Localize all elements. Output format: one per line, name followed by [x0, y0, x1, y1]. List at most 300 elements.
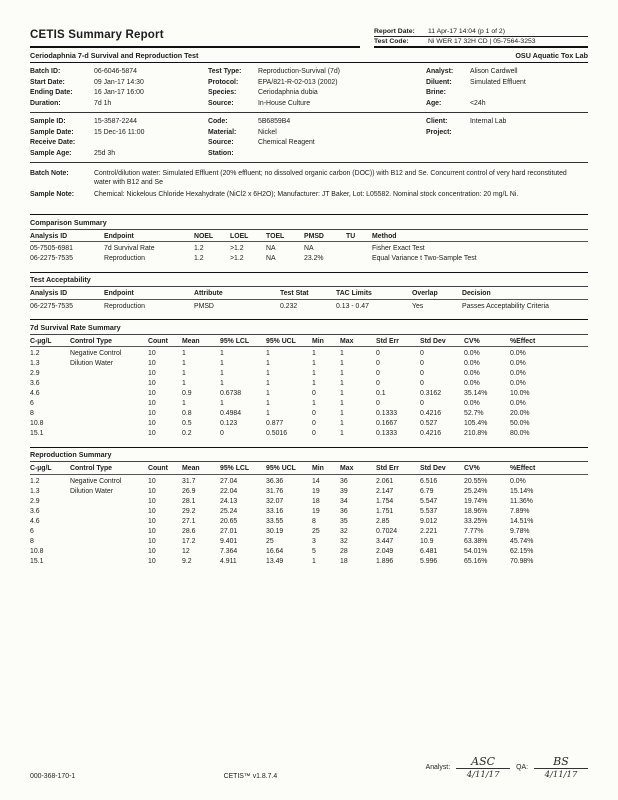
column-header: Min — [312, 463, 340, 474]
field-value — [94, 138, 208, 149]
table-cell: 0.6738 — [220, 390, 242, 397]
section-test-acceptability — [30, 272, 588, 288]
table-cell: 10 — [148, 487, 156, 495]
table-cell — [70, 536, 148, 546]
table-cell: 10 — [148, 547, 156, 555]
table-cell: >1.2 — [230, 255, 244, 262]
table-cell: Reproduction — [104, 255, 145, 262]
table-header-row — [30, 336, 588, 347]
table-cell — [70, 419, 148, 429]
table-cell: 29.2 — [182, 507, 196, 515]
table-row — [30, 496, 588, 506]
table-cell: 28 — [340, 547, 348, 555]
field-row — [208, 88, 426, 99]
table-cell: 1 — [220, 400, 224, 407]
column-header: 95% UCL — [266, 463, 312, 474]
test-acceptability-title: Test Acceptability — [30, 275, 91, 284]
title-wrap — [30, 26, 360, 48]
table-cell: 0.1333 — [376, 430, 398, 437]
analyst-date: 4/11/17 — [466, 770, 500, 780]
table-cell: 0 — [420, 380, 424, 387]
report-date-label: Report Date: — [374, 27, 415, 35]
field-label: Duration: — [30, 99, 61, 107]
column-header: C-µg/L — [30, 463, 70, 474]
table-cell: 10 — [148, 477, 156, 485]
table-cell: 6.481 — [420, 547, 438, 555]
table-row — [30, 536, 588, 546]
table-cell: 35 — [340, 517, 348, 525]
table-cell: NA — [266, 245, 276, 252]
reproduction-summary-table — [30, 463, 588, 566]
sample-info-col-client — [426, 117, 588, 159]
table-cell: 3.6 — [30, 507, 40, 515]
table-cell: 1 — [340, 360, 344, 367]
table-cell: 7d Survival Rate — [104, 245, 155, 252]
table-cell: 0.0% — [464, 360, 480, 367]
table-cell: 35.14% — [464, 390, 488, 397]
table-cell: 1 — [312, 380, 316, 387]
field-value: Ceriodaphnia dubia — [258, 89, 318, 96]
field-value: <24h — [470, 99, 486, 107]
field-row — [426, 78, 588, 89]
table-cell: 26.9 — [182, 487, 196, 495]
field-row — [30, 99, 208, 110]
table-cell: 45.74% — [510, 537, 534, 545]
table-cell: 0 — [376, 400, 380, 407]
field-label: Code: — [208, 118, 228, 125]
table-cell: 1 — [182, 350, 186, 357]
field-row — [426, 88, 588, 99]
reproduction-summary-title: Reproduction Summary — [30, 450, 112, 459]
table-cell: 2.147 — [376, 487, 394, 495]
table-cell: 50.0% — [510, 420, 530, 427]
analyst-signature — [456, 756, 510, 780]
table-row — [30, 389, 588, 399]
table-cell — [70, 556, 148, 566]
table-cell: 15.14% — [510, 487, 534, 495]
table-cell: 0 — [420, 400, 424, 407]
field-label: Source: — [208, 139, 234, 146]
test-banner — [30, 48, 588, 63]
table-cell: 10 — [148, 400, 156, 407]
table-cell: 0.0% — [464, 350, 480, 357]
table-cell: 1 — [312, 400, 316, 407]
table-cell: 25 — [312, 527, 320, 535]
table-cell: 0.5 — [182, 420, 192, 427]
table-cell: 33.55 — [266, 517, 284, 525]
field-row — [30, 88, 208, 99]
table-cell: 13.49 — [266, 557, 284, 565]
table-cell: 4.6 — [30, 390, 40, 397]
table-cell: 10 — [148, 527, 156, 535]
table-cell: 1.3 — [30, 487, 40, 495]
report-title: CETIS Summary Report — [30, 29, 164, 41]
field-value: 06-6046-5874 — [94, 68, 137, 75]
table-cell: 31.7 — [182, 477, 196, 485]
table-cell: 10 — [148, 410, 156, 417]
column-header: Method — [372, 231, 588, 242]
table-cell: 5.996 — [420, 557, 438, 565]
table-cell: 6.79 — [420, 487, 434, 495]
table-cell: 3.447 — [376, 537, 394, 545]
table-row — [30, 486, 588, 496]
table-cell — [70, 516, 148, 526]
field-label: Age: — [426, 99, 442, 107]
column-header: Endpoint — [104, 231, 194, 242]
column-header: Max — [340, 336, 376, 347]
field-label: Test Type: — [208, 68, 242, 75]
report-date-value: 11 Apr-17 14:04 (p 1 of 2) — [428, 27, 505, 35]
table-cell: 0 — [376, 360, 380, 367]
field-row — [208, 67, 426, 78]
table-cell: 0.2 — [182, 430, 192, 437]
table-cell: 0 — [312, 430, 316, 437]
column-header: Decision — [462, 288, 588, 299]
table-cell: 0.4216 — [420, 430, 442, 437]
qa-date: 4/11/17 — [544, 770, 578, 780]
table-cell: 6 — [30, 527, 34, 535]
table-cell: 18.96% — [464, 507, 488, 515]
table-cell: Negative Control — [70, 350, 122, 357]
table-cell — [70, 526, 148, 536]
column-header: Std Err — [376, 463, 420, 474]
table-cell: 2.221 — [420, 527, 438, 535]
table-cell: 8 — [30, 537, 34, 545]
table-cell: 17.2 — [182, 537, 196, 545]
table-cell: 0.0% — [464, 400, 480, 407]
comparison-summary-table — [30, 231, 588, 264]
table-cell: 20.65 — [220, 517, 238, 525]
table-cell: 1 — [220, 370, 224, 377]
table-cell: 28.6 — [182, 527, 196, 535]
qa-signature — [534, 756, 588, 780]
column-header: Std Dev — [420, 463, 464, 474]
field-value: Chemical Reagent — [258, 139, 315, 146]
column-header: Min — [312, 336, 340, 347]
field-label: Analyst: — [426, 68, 454, 75]
table-cell: 0 — [376, 350, 380, 357]
column-header: NOEL — [194, 231, 230, 242]
table-cell: 33.25% — [464, 517, 488, 525]
test-code-value: Ni WER 17 32H CD | 05-7564-3253 — [428, 38, 536, 45]
table-cell: 0.5016 — [266, 430, 288, 437]
table-row — [30, 369, 588, 379]
table-cell: 0 — [376, 370, 380, 377]
sample-info-block — [30, 113, 588, 163]
field-row — [208, 78, 426, 89]
table-cell: 1 — [182, 400, 186, 407]
field-row — [426, 128, 588, 139]
table-cell: 0.0% — [510, 477, 526, 485]
table-cell: 1 — [266, 390, 270, 397]
table-cell — [70, 399, 148, 409]
table-cell: 7.77% — [464, 527, 484, 535]
table-cell: 30.19 — [266, 527, 284, 535]
table-cell: 0.123 — [220, 420, 238, 427]
column-header: Analysis ID — [30, 288, 104, 299]
column-header: Test Stat — [280, 288, 336, 299]
column-header: Mean — [182, 336, 220, 347]
field-label: Batch ID: — [30, 68, 61, 75]
table-cell: 10 — [148, 517, 156, 525]
field-row — [30, 138, 208, 149]
report-header — [30, 26, 588, 48]
table-cell: 19 — [312, 507, 320, 515]
column-header: Control Type — [70, 336, 148, 347]
table-cell: NA — [304, 245, 314, 252]
table-cell — [70, 379, 148, 389]
table-cell: 1 — [312, 557, 316, 565]
field-value: 7d 1h — [94, 99, 112, 107]
table-row — [30, 419, 588, 429]
table-cell — [346, 242, 372, 254]
table-cell: 20.0% — [510, 410, 530, 417]
table-row — [30, 506, 588, 516]
table-cell: 1.2 — [194, 245, 204, 252]
table-cell: 14 — [312, 477, 320, 485]
table-cell: 63.38% — [464, 537, 488, 545]
table-cell: 10 — [148, 430, 156, 437]
table-cell: 1 — [340, 390, 344, 397]
column-header: Analysis ID — [30, 231, 104, 242]
table-cell: 0.4216 — [420, 410, 442, 417]
table-cell: 5.547 — [420, 497, 438, 505]
test-code-label: Test Code: — [374, 38, 409, 45]
table-cell: 1 — [266, 400, 270, 407]
column-header: CV% — [464, 463, 510, 474]
analyst-initials: ASC — [456, 756, 510, 769]
table-cell — [70, 506, 148, 516]
test-info-block — [30, 63, 588, 113]
comparison-summary-title: Comparison Summary — [30, 217, 107, 227]
field-value: 15-3587-2244 — [94, 118, 137, 125]
field-row — [426, 99, 588, 110]
column-header: Attribute — [194, 288, 280, 299]
table-cell: 22.04 — [220, 487, 238, 495]
field-label: Start Date: — [30, 78, 65, 86]
table-cell: 7.364 — [220, 547, 238, 555]
field-row — [30, 128, 208, 139]
column-header: Std Dev — [420, 336, 464, 347]
table-cell: Dilution Water — [70, 487, 114, 495]
table-cell: 12 — [182, 547, 190, 555]
table-cell: 10 — [148, 360, 156, 367]
table-cell: 06-2275-7535 — [30, 255, 73, 262]
table-row — [30, 429, 588, 439]
table-cell: 1.3 — [30, 360, 40, 367]
field-label: Protocol: — [208, 78, 239, 86]
test-name: Ceriodaphnia 7-d Survival and Reproduction Test — [30, 51, 199, 60]
column-header: LOEL — [230, 231, 266, 242]
field-label: Receive Date: — [30, 139, 76, 146]
table-cell — [70, 369, 148, 379]
field-label: Source: — [208, 99, 234, 107]
table-cell: 06-2275-7535 — [30, 302, 73, 310]
table-cell: 2.9 — [30, 370, 40, 377]
table-header-row — [30, 288, 588, 299]
table-row — [30, 347, 588, 359]
table-cell: 25.24% — [464, 487, 488, 495]
table-cell: 7.89% — [510, 507, 530, 515]
table-cell: 0.0% — [510, 400, 526, 407]
field-value: Internal Lab — [470, 118, 507, 125]
table-row — [30, 254, 588, 264]
table-cell: 05-7505-6981 — [30, 245, 73, 252]
table-cell: 52.7% — [464, 410, 484, 417]
field-value: Simulated Effluent — [470, 78, 526, 86]
table-cell: 27.04 — [220, 477, 238, 485]
table-cell: 1 — [266, 380, 270, 387]
table-cell: Equal Variance t Two-Sample Test — [372, 255, 477, 262]
table-row — [30, 299, 588, 311]
column-header: TAC Limits — [336, 288, 412, 299]
table-cell: 32 — [340, 537, 348, 545]
field-value: 5B6859B4 — [258, 118, 291, 125]
table-cell: 8 — [312, 517, 316, 525]
table-cell — [70, 429, 148, 439]
test-info-col-analyst — [426, 67, 588, 109]
table-cell: 1 — [340, 420, 344, 427]
table-cell: 1 — [340, 380, 344, 387]
field-row — [30, 78, 208, 89]
test-info-col-protocol — [208, 67, 426, 109]
sample-note-row — [30, 190, 588, 200]
table-cell: 0.3162 — [420, 390, 442, 397]
table-cell: 1 — [340, 350, 344, 357]
table-cell: 0 — [420, 360, 424, 367]
table-cell: 32.07 — [266, 497, 284, 505]
table-cell: 39 — [340, 487, 348, 495]
qa-label: QA: — [516, 764, 528, 771]
table-cell: 18 — [340, 557, 348, 565]
field-value: 25d 3h — [94, 149, 116, 157]
table-cell: 0.4984 — [220, 410, 242, 417]
table-cell: 1.751 — [376, 507, 394, 515]
table-row — [30, 474, 588, 486]
section-comparison-summary — [30, 214, 588, 230]
table-cell: 1 — [182, 370, 186, 377]
table-cell: 54.01% — [464, 547, 488, 555]
column-header: Std Err — [376, 336, 420, 347]
field-label: Brine: — [426, 89, 446, 96]
column-header: 95% LCL — [220, 463, 266, 474]
column-header: PMSD — [304, 231, 346, 242]
field-label: Species: — [208, 89, 237, 96]
table-cell: 0.1 — [376, 390, 386, 397]
table-cell: 0.1333 — [376, 410, 398, 417]
table-cell — [70, 546, 148, 556]
table-cell: 10.8 — [30, 420, 44, 427]
table-row — [30, 399, 588, 409]
table-cell: 2.9 — [30, 497, 40, 505]
table-cell: 36 — [340, 477, 348, 485]
field-row — [426, 67, 588, 78]
table-cell: 1.2 — [30, 350, 40, 357]
table-cell: 10 — [148, 350, 156, 357]
table-cell: 0 — [312, 390, 316, 397]
field-value — [470, 128, 588, 139]
table-cell: 24.13 — [220, 497, 238, 505]
column-header: TOEL — [266, 231, 304, 242]
table-cell: 0.0% — [464, 370, 480, 377]
table-cell: 0.0% — [464, 380, 480, 387]
table-cell: 2.85 — [376, 517, 390, 525]
table-cell: 210.8% — [464, 430, 488, 437]
table-cell: 0.7024 — [376, 527, 398, 535]
table-cell: 0 — [312, 410, 316, 417]
table-cell: 18 — [312, 497, 320, 505]
table-cell: NA — [266, 255, 276, 262]
survival-summary-title: 7d Survival Rate Summary — [30, 322, 121, 332]
table-cell: 23.2% — [304, 255, 324, 262]
table-cell: 9.401 — [220, 537, 238, 545]
table-cell: 3 — [312, 537, 316, 545]
field-row — [208, 149, 426, 160]
table-cell: 1 — [266, 360, 270, 367]
table-cell: 62.15% — [510, 547, 534, 555]
table-cell: 1 — [220, 380, 224, 387]
table-cell: 2.061 — [376, 477, 394, 485]
table-cell: 33.16 — [266, 507, 284, 515]
batch-note-text: Control/dilution water: Simulated Effluent (20% effluent; no dissolved organic carbon (DOC)) with B12 and Se. Concurrent control of very hard reconstituted water with B12 and Se — [94, 169, 567, 186]
table-cell: 0.877 — [266, 420, 284, 427]
table-cell: 32 — [340, 527, 348, 535]
column-header: %Effect — [510, 463, 588, 474]
table-cell: 1 — [340, 430, 344, 437]
table-cell: 105.4% — [464, 420, 488, 427]
field-value: 15 Dec-16 11:00 — [94, 128, 145, 136]
column-header: 95% LCL — [220, 336, 266, 347]
table-cell: 9.78% — [510, 527, 530, 535]
table-cell: >1.2 — [230, 245, 244, 252]
table-cell: 4.911 — [220, 557, 237, 565]
table-cell: 10 — [148, 507, 156, 515]
batch-note-label: Batch Note: — [30, 169, 69, 177]
table-cell: 20.55% — [464, 477, 488, 485]
table-cell: 0 — [220, 430, 224, 437]
field-row — [30, 117, 208, 128]
table-cell: 9.2 — [182, 557, 192, 565]
section-reproduction-summary — [30, 447, 588, 463]
table-cell: 10 — [148, 420, 156, 427]
table-cell: 65.16% — [464, 557, 488, 565]
field-row — [30, 149, 208, 160]
table-cell: 1 — [266, 410, 270, 417]
field-value — [258, 149, 426, 160]
table-cell: 1 — [266, 370, 270, 377]
sample-info-col-dates — [30, 117, 208, 159]
field-value: 16 Jan-17 16:00 — [94, 89, 144, 96]
table-cell: 1 — [312, 350, 316, 357]
table-header-row — [30, 463, 588, 474]
table-row — [30, 409, 588, 419]
analyst-label: Analyst: — [425, 764, 451, 771]
table-cell: 10 — [148, 497, 156, 505]
batch-note-row — [30, 169, 588, 188]
table-cell: 10 — [148, 537, 156, 545]
table-cell: 1.2 — [194, 255, 204, 262]
table-cell: 25.24 — [220, 507, 238, 515]
table-cell: 27.1 — [182, 517, 196, 525]
table-cell: 34 — [340, 497, 348, 505]
column-header: Count — [148, 336, 182, 347]
table-cell: 31.76 — [266, 487, 284, 495]
field-value: In-House Culture — [258, 99, 311, 107]
table-row — [30, 359, 588, 369]
report-meta — [374, 26, 588, 48]
table-cell: 27.01 — [220, 527, 238, 535]
table-cell: 0.0% — [510, 360, 526, 367]
